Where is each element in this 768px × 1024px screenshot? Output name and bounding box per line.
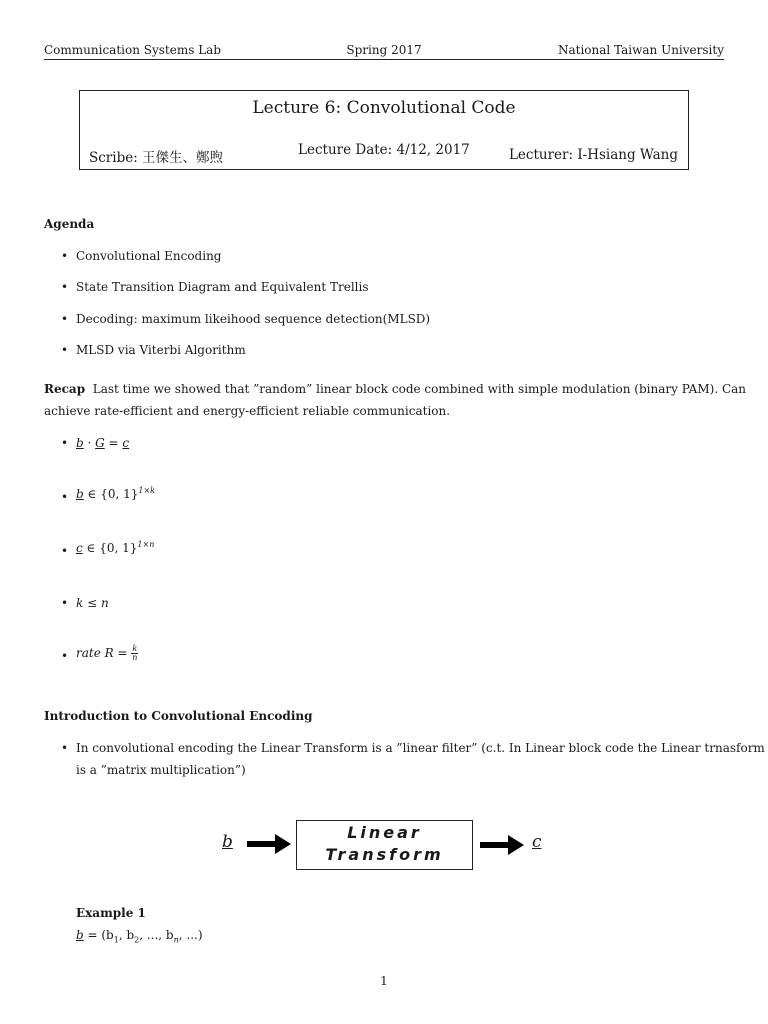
intro-heading: Introduction to Convolutional Encoding: [44, 709, 313, 723]
agenda-item: Decoding: maximum likeihood sequence detection(MLSD): [76, 312, 431, 326]
bullet-icon: •: [61, 312, 69, 326]
bullet-icon: •: [61, 596, 69, 610]
recap-label: Recap: [44, 382, 86, 396]
agenda-heading: Agenda: [44, 217, 95, 231]
bullet-icon: •: [61, 741, 69, 755]
math-bullet-rate: rate R = $\frac{k}{n}$: [76, 644, 138, 662]
math-bullet-bgc: b · G = c: [76, 436, 130, 450]
recap-text-line1: Last time we showed that ”random” linear block code combined with simple modulation (binary PAM). Can: [92, 382, 747, 396]
example-equation: $b = (b_1$, $b_2$, ..., $b_n$, ...): [76, 928, 203, 945]
transform-label-line2: Transform: [325, 845, 444, 864]
lecturer: Lecturer: I-Hsiang Wang: [508, 147, 678, 163]
rate-fraction: $\frac{k}{n}$: [132, 644, 138, 662]
bullet-icon: •: [61, 343, 69, 357]
math-bullet-c-domain: c ∈ {0, 1}$^{1\times n}$: [76, 540, 155, 555]
diagram-input-label: b: [222, 832, 233, 852]
right-arrow-icon: [480, 835, 524, 855]
right-arrow-icon: [247, 834, 291, 854]
bullet-icon: •: [61, 544, 69, 558]
diagram-output-label: c: [532, 832, 542, 852]
bullet-icon: •: [61, 280, 69, 294]
lecture-date: Lecture Date: 4/12, 2017: [298, 142, 470, 158]
intro-text-line2: is a ”matrix multiplication”): [76, 763, 246, 777]
bullet-icon: •: [61, 649, 69, 663]
agenda-item: State Transition Diagram and Equivalent Trellis: [76, 280, 369, 294]
example-heading: Example 1: [76, 906, 146, 920]
header-rule: [44, 59, 724, 60]
lecture-title: Lecture 6: Convolutional Code: [252, 98, 516, 118]
intro-text-line1: In convolutional encoding the Linear Transform is a ”linear filter” (c.t. In Linear block code the Linear trnasform: [76, 741, 765, 755]
math-bullet-k-le-n: k ≤ n: [76, 596, 109, 610]
recap-paragraph-line1: [44, 382, 747, 396]
math-bullet-b-domain: b ∈ {0, 1}$^{1\times k}$: [76, 486, 156, 501]
bullet-icon: •: [61, 490, 69, 504]
scribe: Scribe: 王傑生、鄭煦: [89, 150, 224, 166]
header-center: Spring 2017: [346, 43, 422, 57]
page-number: 1: [380, 974, 388, 988]
header-left: Communication Systems Lab: [44, 43, 221, 57]
recap-text-line2: achieve rate-efficient and energy-efficient reliable communication.: [44, 404, 451, 418]
bullet-icon: •: [61, 436, 69, 450]
agenda-item: MLSD via Viterbi Algorithm: [76, 343, 246, 357]
header-right: National Taiwan University: [557, 43, 724, 57]
bullet-icon: •: [61, 249, 69, 263]
agenda-item: Convolutional Encoding: [76, 249, 222, 263]
transform-label-line1: Linear: [347, 823, 422, 842]
